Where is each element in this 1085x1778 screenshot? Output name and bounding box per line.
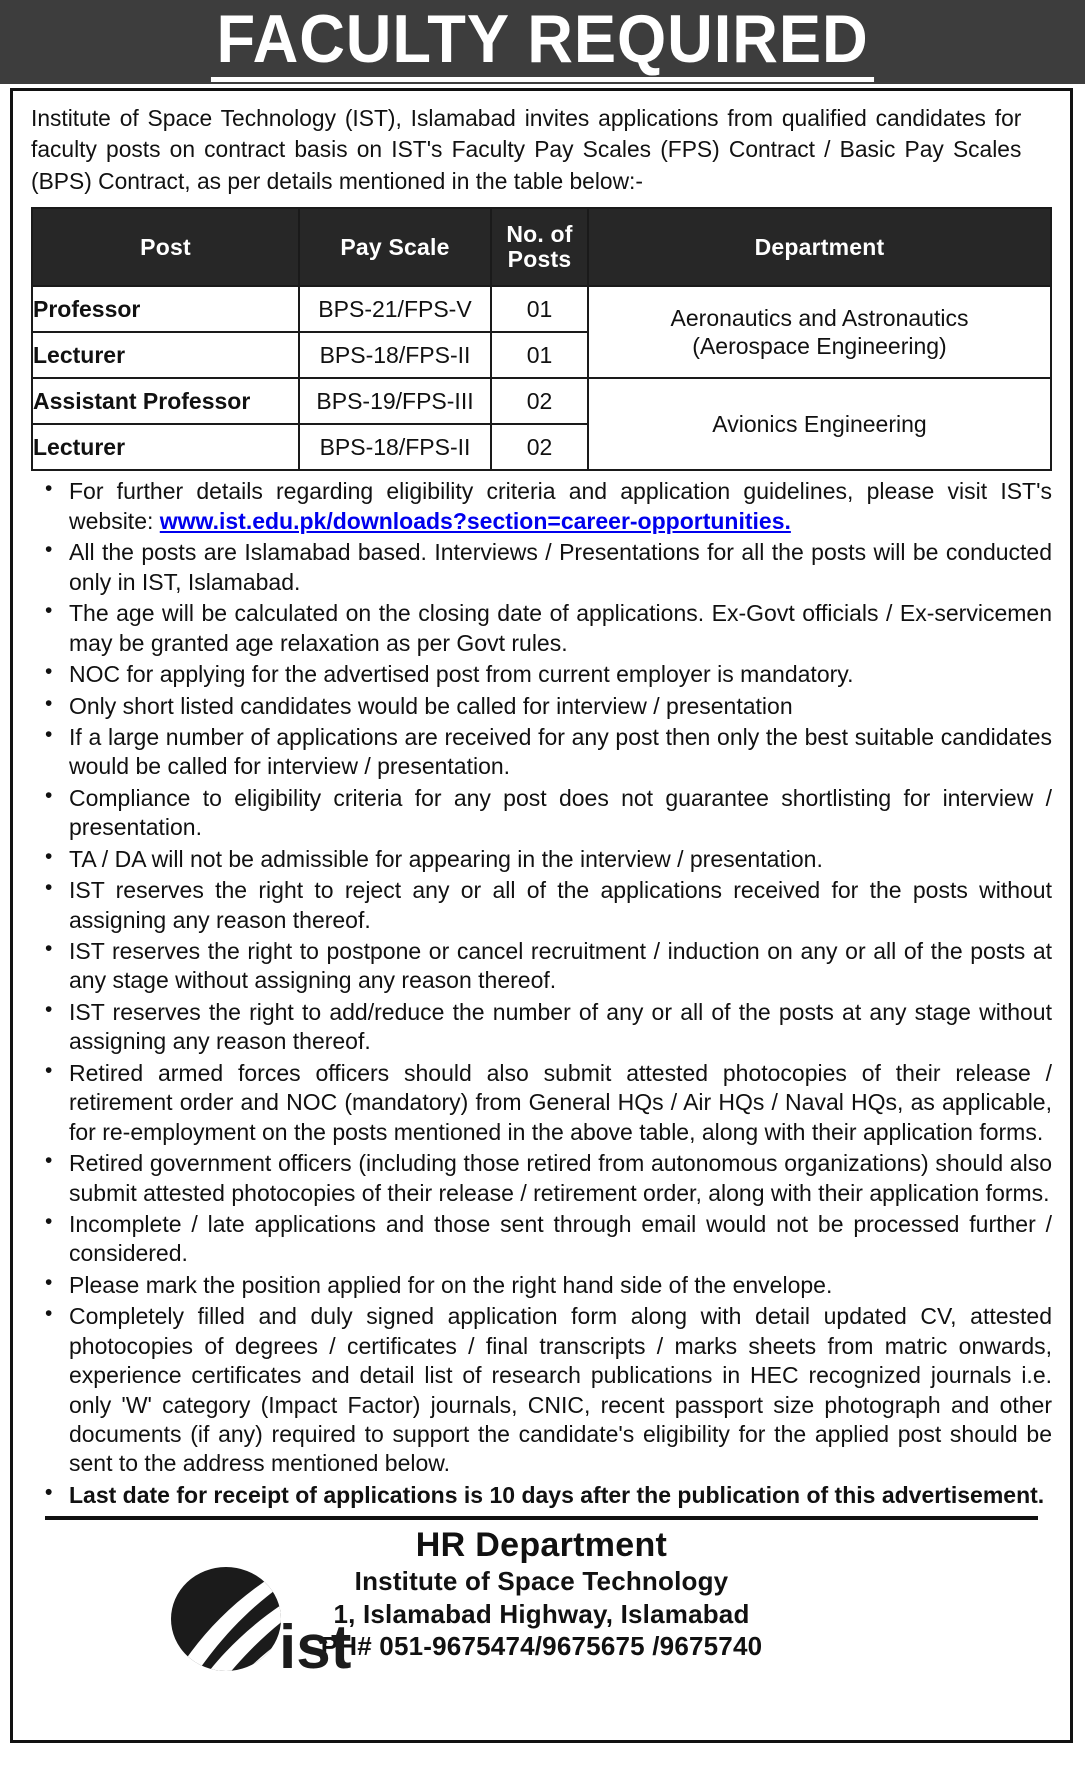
table-body <box>32 286 1051 470</box>
column-header-post: Post <box>32 208 299 286</box>
intro-paragraph: Institute of Space Technology (IST), Islamabad invites applications from qualified candidates for faculty posts on contract basis on IST's Faculty Pay Scales (FPS) Contract / Basic Pay Scales (BPS) Contract, as per details mentioned in the table below:- <box>31 105 1022 194</box>
footer-organization: Institute of Space Technology <box>354 1566 729 1597</box>
cell-no-of-posts: 02 <box>491 424 588 470</box>
ist-logo-icon <box>151 1564 381 1684</box>
department-line-1: Avionics Engineering <box>712 411 927 438</box>
table-row <box>32 378 1051 424</box>
cell-pay-scale: BPS-21/FPS-V <box>299 286 491 332</box>
note-item: • Compliance to eligibility criteria for any post does not guarantee shortlisting for interview / presentation. <box>31 784 1052 843</box>
note-item: • Retired armed forces officers should also submit attested photocopies of their release / retirement order and NOC (mandatory) from General HQs / Air HQs / Naval HQs, as applicable, for re-employment on the posts mentioned in the above table, along with their application forms. <box>31 1059 1052 1147</box>
column-header-no-of-posts: No. of Posts <box>491 208 588 286</box>
note-item: • IST reserves the right to add/reduce the number of any or all of the posts at any stage without assigning any reason thereof. <box>31 998 1052 1057</box>
note-item: • Only short listed candidates would be called for interview / presentation <box>31 692 1052 721</box>
column-header-department: Department <box>588 208 1051 286</box>
title-banner <box>0 0 1085 84</box>
cell-pay-scale: BPS-18/FPS-II <box>299 332 491 378</box>
note-item: • IST reserves the right to reject any or all of the applications received for the posts without assigning any reason thereof. <box>31 876 1052 935</box>
footer-department: HR Department <box>415 1526 668 1565</box>
cell-post: Lecturer <box>32 424 299 470</box>
cell-pay-scale: BPS-19/FPS-III <box>299 378 491 424</box>
note-item: • TA / DA will not be admissible for appearing in the interview / presentation. <box>31 845 1052 874</box>
note-item: • Please mark the position applied for on the right hand side of the envelope. <box>31 1271 1052 1300</box>
note-item-last-date: • Last date for receipt of applications is 10 days after the publication of this advertisement. <box>31 1481 1052 1510</box>
cell-department <box>588 286 1051 378</box>
footer-address: 1, Islamabad Highway, Islamabad <box>333 1598 750 1629</box>
advertisement-body <box>10 88 1073 1743</box>
note-text: For further details regarding eligibility criteria and application guidelines, please visit IST's website: <box>69 478 1052 534</box>
cell-post: Professor <box>32 286 299 332</box>
ist-careers-link[interactable]: www.ist.edu.pk/downloads?section=career-opportunities. <box>159 507 791 534</box>
note-item: • If a large number of applications are received for any post then only the best suitable candidates would be called for interview / presentation. <box>31 723 1052 782</box>
note-item: • All the posts are Islamabad based. Interviews / Presentations for all the posts will be conducted only in IST, Islamabad. <box>31 538 1052 597</box>
cell-no-of-posts: 02 <box>491 378 588 424</box>
posts-table <box>31 207 1052 471</box>
cell-pay-scale: BPS-18/FPS-II <box>299 424 491 470</box>
note-item: • IST reserves the right to postpone or cancel recruitment / induction on any or all of the posts at any stage without assigning any reason thereof. <box>31 937 1052 996</box>
notes-list <box>31 477 1052 1510</box>
table-header <box>32 208 1051 286</box>
footer-divider <box>45 1516 1038 1520</box>
note-item: • NOC for applying for the advertised post from current employer is mandatory. <box>31 660 1052 689</box>
department-line-2: (Aerospace Engineering) <box>692 333 947 360</box>
cell-post: Assistant Professor <box>32 378 299 424</box>
ist-logo <box>151 1564 381 1684</box>
table-row <box>32 286 1051 332</box>
note-item: • Incomplete / late applications and those sent through email would not be processed further / considered. <box>31 1210 1052 1269</box>
department-line-1: Aeronautics and Astronautics <box>670 304 969 331</box>
note-item: • Retired government officers (including those retired from autonomous organizations) should also submit attested photocopies of their release / retirement order, along with their application forms. <box>31 1149 1052 1208</box>
table-header-row <box>32 208 1051 286</box>
note-item-website <box>31 477 1052 536</box>
cell-department <box>588 378 1051 470</box>
note-item: • Completely filled and duly signed application form along with detail updated CV, attested photocopies of degrees / certificates / final transcripts / marks sheets from matric onwards, experience certificates and detail list of research publications in HEC recognized journals i.e. only 'W' category (Impact Factor) journals, CNIC, recent passport size photograph and other documents (if any) required to support the candidate's eligibility for the applied post should be sent to the address mentioned below. <box>31 1302 1052 1479</box>
footer-phone: PH# 051-9675474/9675675 /9675740 <box>320 1631 763 1662</box>
cell-no-of-posts: 01 <box>491 332 588 378</box>
ist-logo-text: ist <box>279 1613 352 1683</box>
column-header-pay-scale: Pay Scale <box>299 208 491 286</box>
footer <box>31 1526 1052 1696</box>
cell-post: Lecturer <box>32 332 299 378</box>
note-item: • The age will be calculated on the closing date of applications. Ex-Govt officials / Ex-servicemen may be granted age relaxation as per Govt rules. <box>31 599 1052 658</box>
cell-no-of-posts: 01 <box>491 286 588 332</box>
page-title: FACULTY REQUIRED <box>211 5 874 82</box>
